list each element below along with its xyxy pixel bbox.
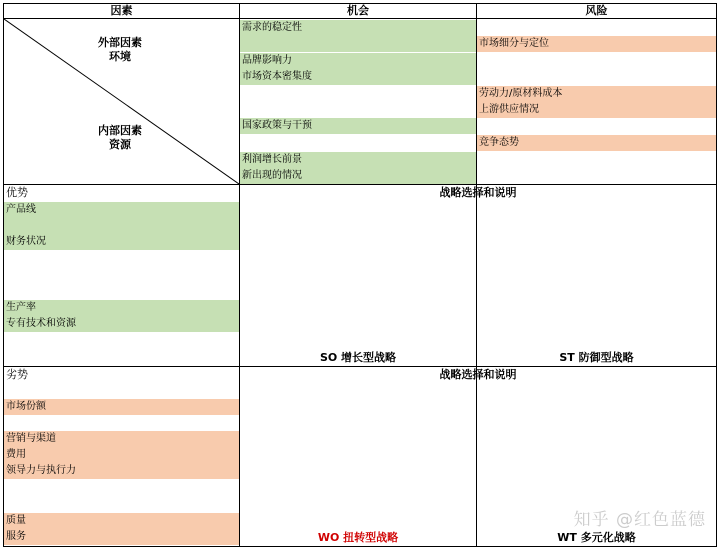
grid-line [3, 546, 717, 547]
strategy-so-label: SO 增长型战略 [319, 351, 397, 364]
strength-item [4, 218, 239, 234]
header-opportunity: 机会 [347, 4, 369, 17]
internal-factor-label [60, 124, 180, 152]
grid-line [716, 3, 717, 547]
strategy-header: 战略选择和说明 [439, 368, 517, 381]
weakness-item: 市场份额 [4, 399, 239, 415]
weakness-item: 营销与渠道 [4, 431, 239, 447]
strategy-wt-label: WT 多元化战略 [557, 531, 636, 544]
weakness-item: 费用 [4, 447, 239, 463]
opportunity-item: 市场资本密集度 [240, 69, 476, 85]
watermark: 知乎 @红色蓝德 [573, 510, 706, 530]
opportunity-item: 国家政策与干预 [240, 118, 476, 134]
opportunity-item: 利润增长前景 [240, 152, 476, 168]
opportunity-item: 新出现的情况 [240, 168, 476, 184]
risk-item: 竞争态势 [477, 135, 716, 151]
weakness-item: 质量 [4, 513, 239, 529]
grid-line [3, 366, 717, 367]
weakness-item: 领导力与执行力 [4, 463, 239, 479]
strength-item: 产品线 [4, 202, 239, 218]
weaknesses-title: 劣势 [6, 368, 28, 381]
risk-item: 上游供应情况 [477, 102, 716, 118]
strength-item: 财务状况 [4, 234, 239, 250]
risk-item: 劳动力/原材料成本 [477, 86, 716, 102]
grid-line [3, 184, 717, 185]
external-factor-label [60, 36, 180, 64]
internal-factor-line2: 资源 [109, 138, 131, 151]
opportunity-item [240, 36, 476, 52]
opportunity-item: 品牌影响力 [240, 53, 476, 69]
risk-item: 市场细分与定位 [477, 36, 716, 52]
internal-factor-line1: 内部因素 [98, 124, 142, 137]
opportunity-item: 需求的稳定性 [240, 20, 476, 36]
strategy-header: 战略选择和说明 [439, 186, 517, 199]
weakness-item: 服务 [4, 529, 239, 545]
strategy-st-label: ST 防御型战略 [559, 351, 634, 364]
grid-line [476, 3, 477, 547]
strength-item: 生产率 [4, 300, 239, 316]
header-factor: 因素 [110, 4, 133, 17]
strategy-wo-label: WO 扭转型战略 [317, 531, 399, 544]
strength-item: 专有技术和资源 [4, 316, 239, 332]
external-factor-line2: 环境 [109, 50, 131, 63]
strengths-title: 优势 [6, 186, 28, 199]
external-factor-line1: 外部因素 [98, 36, 142, 49]
header-risk: 风险 [585, 4, 608, 17]
